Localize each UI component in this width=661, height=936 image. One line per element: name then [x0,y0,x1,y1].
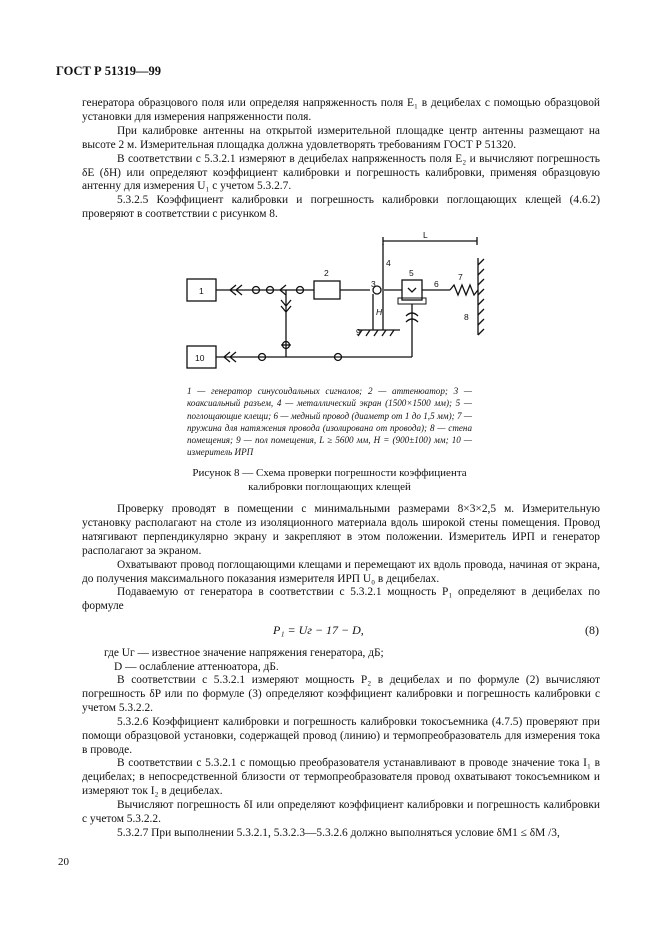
formula-number: (8) [585,623,599,637]
label-6: 6 [434,279,439,289]
label-3: 3 [371,279,376,289]
label-1: 1 [199,286,204,296]
figure-caption: Рисунок 8 — Схема проверки погрешности коэффициента калибровки поглощающих клещей [192,467,467,493]
where-line-1: где Uг — известное значение напряжения генератора, дБ; [104,647,384,659]
formula-8: P₁ = Uг − 17 − D, [273,623,364,637]
tail-paragraph-4: Вычисляют погрешность δI или определяют коэффициент калибровки и погрешность калибровки с учетом 5.3.2.2. [82,799,600,826]
label-2: 2 [324,268,329,278]
tail-paragraph-3: В соответствии с 5.3.2.1 с помощью преобразователя устанавливают в проводе значение тока I₁ в децибелах; в непосредственной близости от термопреобразователя провод охватывают токосъемником и измеряют ток I₂ в децибелах. [82,757,600,798]
label-5: 5 [409,268,414,278]
intro-paragraph-3: В соответствии с 5.3.2.1 измеряют в децибелах напряженность поля E₂ и вычисляют погрешность δE (δH) или определяют коэффициент калибровки и погрешность калибровки, применяя образцовую антенну для измерения U₁ с учетом 5.3.2.7. [82,152,600,193]
body-section [82,503,600,614]
label-L: L [423,230,428,240]
body-paragraph-3: Подаваемую от генератора в соответствии с 5.3.2.1 мощность P₁ определяют в децибелах по формуле [82,586,600,613]
document-header: ГОСТ Р 51319—99 [56,64,162,78]
where-line-2: D — ослабление аттенюатора, дБ. [114,661,279,673]
tail-section [82,674,600,841]
body-paragraph-2: Охватывают провод поглощающими клещами и перемещают их вдоль провода, начиная от экрана, до получения максимального показания измерителя ИРП U₀ в децибелах. [82,558,600,585]
body-paragraph-1: Проверку проводят в помещении с минимальными размерами 8×3×2,5 м. Измерительную установку располагают на столе из изоляционного материала вдоль широкой стены помещения. Провод натягивают перпендикулярно экрану и закрепляют в этом положении. Измеритель ИРП и генератор располагают за экраном. [82,503,600,557]
intro-paragraph-4: 5.3.2.5 Коэффициент калибровки и погрешность калибровки поглощающих клещей (4.6.2) проверяют в соответствии с рисунком 8. [82,194,600,221]
label-4: 4 [386,258,391,268]
label-H: H [376,307,383,317]
intro-paragraph-2: При калибровке антенны на открытой измерительной площадке центр антенны размещают на высоте 2 м. Измерительная площадка должна удовлетворять требованиям ГОСТ Р 51320. [82,124,600,151]
label-10: 10 [195,353,205,363]
label-9: 9 [356,327,361,337]
tail-paragraph-2: 5.3.2.6 Коэффициент калибровки и погрешность калибровки токосъемника (4.7.5) проверяют при помощи образцовой установки, содержащей провод (линию) и термопреобразователь для измерения тока в проводе. [82,715,600,756]
label-8: 8 [464,312,469,322]
page-number: 20 [58,856,69,868]
tail-paragraph-1: В соответствии с 5.3.2.1 измеряют мощность P₂ в децибелах и по формуле (2) вычисляют погрешность δP или по формуле (3) определяют коэффициент калибровки и погрешность калибровки с учетом 5.3.2.2. [82,674,600,714]
tail-paragraph-5: 5.3.2.7 При выполнении 5.3.2.1, 5.3.2.3—5.3.2.6 должно выполняться условие δM1 ≤ δM /3, [117,826,560,839]
label-7: 7 [458,272,463,282]
formula-legend [104,646,384,674]
figure-legend: 1 — генератор синусоидальных сигналов; 2 — аттенюатор; 3 — коаксиальный разъем, 4 — металлический экран (1500×1500 мм); 5 — поглощающие клещи; 6 — медный провод (диаметр от 1 до 1,5 мм); 7 — пружина для натяжения провода (изолирована от провода); 8 — стена помещения; 9 — пол помещения, L ≥ 5600 мм, H = (900±100) мм; 10 — измеритель ИРП [187,386,472,458]
intro-paragraph-1: генератора образцового поля или определяя напряженность поля E₁ в децибелах с помощью образцовой установки для измерения напряженности поля. [82,97,600,123]
